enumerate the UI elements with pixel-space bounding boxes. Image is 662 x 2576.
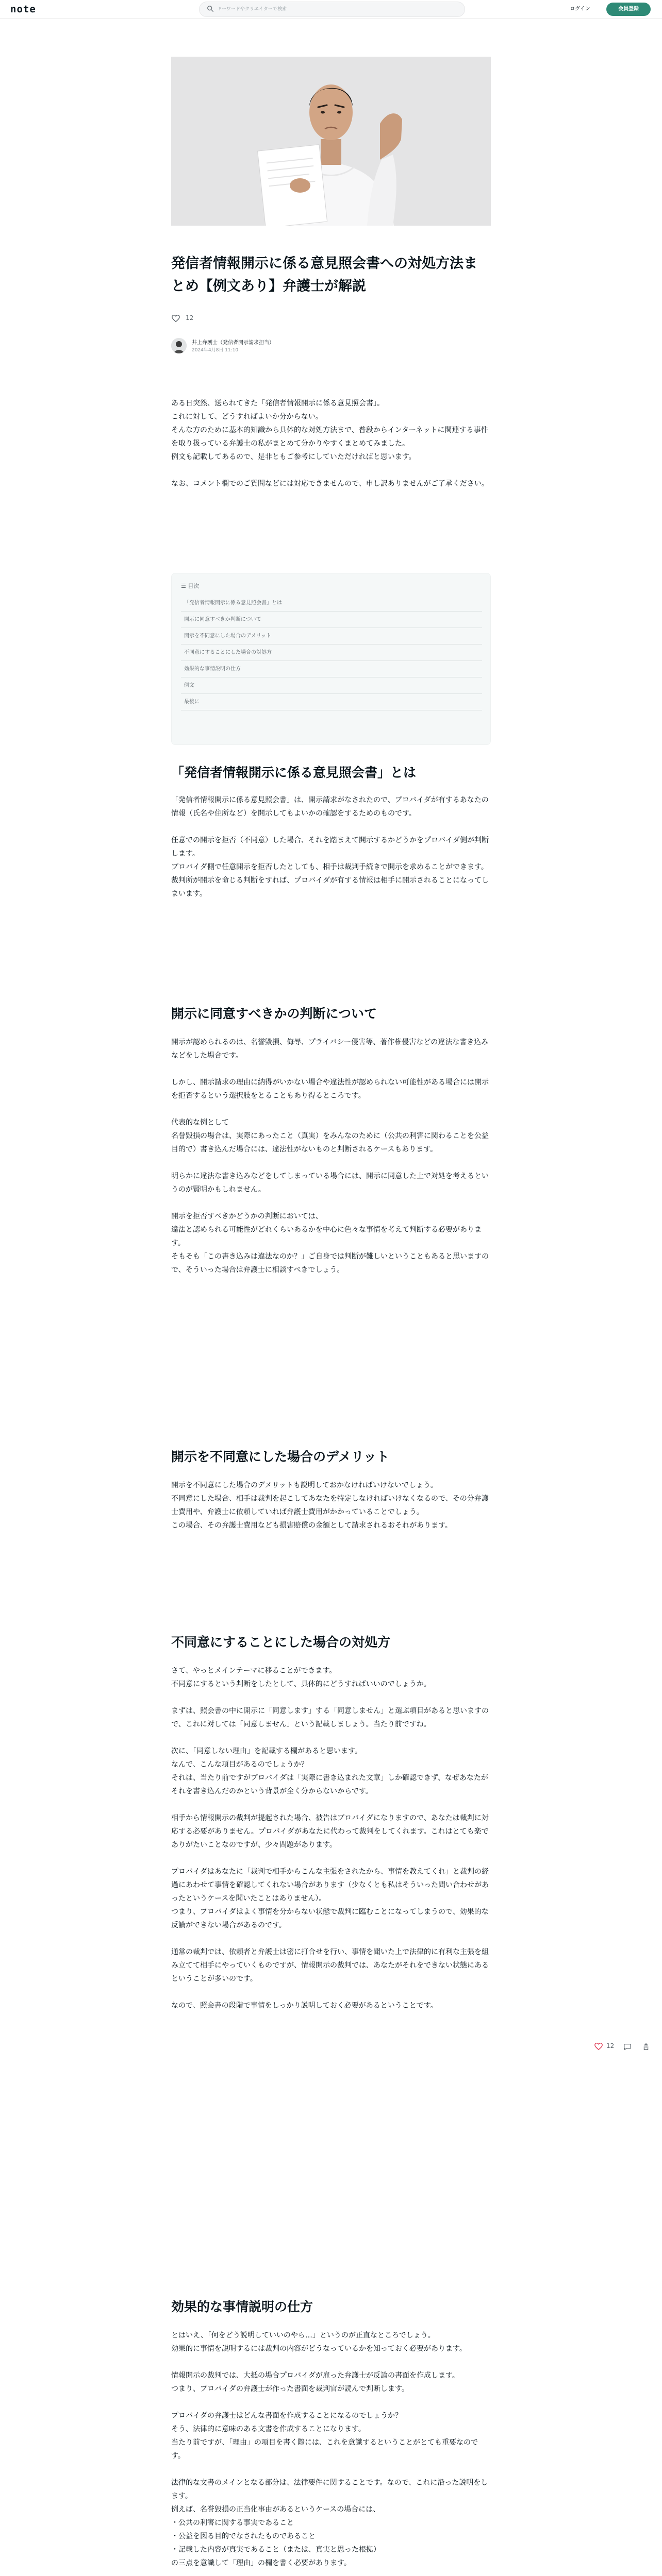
list-item: ・公共の利害に関する事実であること <box>171 2519 294 2527</box>
intro-paragraph: これに対して、どうすればよいか分からない。 <box>171 413 323 421</box>
search-input[interactable] <box>217 2 459 16</box>
toc-item[interactable]: 例文 <box>181 677 482 694</box>
toc-list-icon: ☰ <box>181 583 188 589</box>
toc-item[interactable]: 「発信者情報開示に係る意見照会書」とは <box>181 595 482 612</box>
toc-item[interactable]: 不同意にすることにした場合の対処方 <box>181 645 482 661</box>
intro-block <box>171 397 491 490</box>
heart-icon[interactable] <box>171 314 180 323</box>
search-box[interactable] <box>199 2 465 17</box>
section-body <box>171 1036 491 1277</box>
section-heading: 「発信者情報開示に係る意見照会書」とは <box>171 765 417 780</box>
toc-item[interactable]: 効果的な事情説明の仕方 <box>181 661 482 677</box>
section-heading: 開示を不同意にした場合のデメリット <box>171 1449 390 1464</box>
paragraph: しかし、開示請求の理由に納得がいかない場合や違法性が認められない可能性がある場合には開示を拒否するという選択肢をとることもあり得るところです。 <box>171 1078 489 1100</box>
paragraph: まずは、照会書の中に開示に「同意します」する「同意しません」と選ぶ項目があると思いますので、これに対しては「同意しません」という記載しましょう。当たり前ですね。 <box>171 1707 489 1728</box>
paragraph: そもそも「この書き込みは違法なのか？」ご自身では判断が難しいということもあると思いますので、そういった場合は弁護士に相談すべきでしょう。 <box>171 1252 489 1274</box>
section-heading: 不同意にすることにした場合の対処方 <box>171 1635 391 1650</box>
intro-paragraph: なお、コメント欄でのご質問などには対応できませんので、申し訳ありませんがご了承ください。 <box>171 480 489 488</box>
paragraph: さて、やっとメインテーマに移ることができます。 <box>171 1667 337 1675</box>
paragraph: 相手から情報開示の裁判が提起された場合、被告はプロバイダになりますので、あなたは裁判に対応する必要がありません。プロバイダがあなたに代わって裁判をしてくれます。これはとても楽でありがたいことなのですが、少々問題があります。 <box>171 1814 489 1849</box>
paragraph: の三点を意識して「理由」の欄を書く必要があります。 <box>171 2559 351 2567</box>
section-heading: 開示に同意すべきかの判断について <box>171 1006 377 1021</box>
paragraph: 「発信者情報開示に係る意見照会書」は、開示請求がなされたので、プロバイダが有するあなたの情報（氏名や住所など）を開示してもよいかの確認をするためのものです。 <box>171 796 489 818</box>
paragraph: そう、法律的に意味のある文書を作成することになります。 <box>171 2425 366 2433</box>
site-header <box>0 0 662 19</box>
intro-paragraph: そんな方のために基本的知識から具体的な対処方法まで、普段からインターネットに関連する事件を取り扱っている弁護士の私がまとめて分かりやすくまとめてみました。 <box>171 426 488 448</box>
paragraph: とはいえ、「何をどう説明していいのやら…」というのが正直なところでしょう。 <box>171 2331 435 2340</box>
section-heading: 効果的な事情説明の仕方 <box>171 2299 313 2314</box>
list-item: ・記載した内容が真実であること（または、真実と思った根拠） <box>171 2546 380 2554</box>
paragraph: なので、照会書の段階で事情をしっかり説明しておく必要があるということです。 <box>171 2002 438 2010</box>
paragraph: 不同意にした場合、相手は裁判を起こしてあなたを特定しなければいけなくなるので、その分弁護士費用や、弁護士に依頼していれば弁護士費用がかかっていることでしょう。 <box>171 1495 489 1516</box>
paragraph: 不同意にするという判断をしたとして、具体的にどうすればいいのでしょうか。 <box>171 1680 431 1688</box>
section-body <box>171 2329 491 2576</box>
paragraph: 次に、「同意しない理由」を記載する欄があると思います。 <box>171 1747 362 1755</box>
paragraph: つまり、プロバイダはよく事情を分からない状態で裁判に臨むことになってしまうので、効果的な反論ができない場合があるのです。 <box>171 1908 489 1929</box>
paragraph: プロバイダ側で任意開示を拒否したとしても、相手は裁判手続きで開示を求めることができます。 <box>171 863 488 871</box>
signup-button[interactable]: 会員登録 <box>606 3 651 16</box>
hero-illustration <box>171 57 491 226</box>
toc-heading[interactable]: ☰ 目次 <box>181 583 200 589</box>
login-button[interactable]: ログイン <box>570 6 590 12</box>
paragraph: なんで、こんな項目があるのでしょうか？ <box>171 1760 308 1769</box>
list-item: ・公益を図る目的でなされたものであること <box>171 2532 316 2540</box>
article-title: 発信者情報開示に係る意見照会書への対処方法まとめ【例文あり】弁護士が解説 <box>171 256 477 294</box>
table-of-contents <box>171 573 491 745</box>
post-date: 2024年4月8日 11:10 <box>192 348 239 353</box>
like-count: 12 <box>186 314 194 321</box>
paragraph: 例えば、名誉毀損の正当化事由があるというケースの場合には、 <box>171 2505 380 2514</box>
paragraph: 当たり前ですが、「理由」の項目を書く際には、これを意識するということがとても重要なのです。 <box>171 2438 478 2460</box>
note-logo[interactable]: note <box>10 4 36 15</box>
like-row <box>171 312 274 325</box>
comment-icon[interactable] <box>623 2042 632 2052</box>
paragraph: プロバイダはあなたに「裁判で相手からこんな主張をされたから、事情を教えてくれ」と裁判の経過にあわせて事情を確認してくれない場合があります（少なくとも私はそういった問い合わせがあったというケースを聞いたことはありません）。 <box>171 1868 489 1903</box>
paragraph: それは、当たり前ですがプロバイダは「実際に書き込まれた文章」しか確認できず、なぜあなたがそれを書き込んだのかという背景が全く分からないからです。 <box>171 1774 488 1795</box>
section-body <box>171 1479 491 1532</box>
paragraph: 任意での開示を拒否（不同意）した場合、それを踏まえて開示するかどうかをプロバイダ側が判断します。 <box>171 836 489 858</box>
section-body <box>171 793 491 901</box>
hero-image <box>171 57 491 226</box>
author-avatar[interactable] <box>171 338 187 353</box>
toc-item[interactable]: 開示を不同意にした場合のデメリット <box>181 628 482 645</box>
search-icon <box>207 5 214 12</box>
paragraph: 代表的な例として <box>171 1118 229 1127</box>
paragraph: 法律的な文書のメインとなる部分は、法律要件に関することです。なので、これに沿った説明をします。 <box>171 2479 488 2500</box>
paragraph: 通常の裁判では、依頼者と弁護士は密に打合せを行い、事情を聞いた上で法律的に有利な主張を組み立てて相手にやっていくものですが、情報開示の裁判では、あなたがそれをできない状態にあるということが多いのです。 <box>171 1948 489 1983</box>
paragraph: 開示が認められるのは、名誉毀損、侮辱、プライバシー侵害等、著作権侵害などの違法な書き込みなどをした場合です。 <box>171 1038 489 1060</box>
toc-item[interactable]: 開示に同意すべきか判断について <box>181 612 482 628</box>
paragraph: 情報開示の裁判では、大抵の場合プロバイダが雇った弁護士が反論の書面を作成します。 <box>171 2371 459 2380</box>
paragraph: つまり、プロバイダの弁護士が作った書面を裁判官が読んで判断します。 <box>171 2385 409 2393</box>
intro-paragraph: 例文も記載してあるので、是非ともご参考にしていただければと思います。 <box>171 453 416 461</box>
share-icon[interactable] <box>641 2042 651 2052</box>
toc-item[interactable]: 最後に <box>181 694 482 710</box>
floating-like-count: 12 <box>606 2042 615 2049</box>
heart-icon[interactable] <box>594 2042 603 2051</box>
paragraph: 違法と認められる可能性がどれくらいあるかを中心に色々な事情を考えて判断する必要があります。 <box>171 1226 482 1247</box>
paragraph: 効果的に事情を説明するには裁判の内容がどうなっているかを知っておく必要があります。 <box>171 2345 467 2353</box>
paragraph: 開示を拒否すべきかどうかの判断においては、 <box>171 1212 323 1221</box>
author-info[interactable] <box>171 336 491 357</box>
section-body <box>171 1664 491 2012</box>
intro-paragraph: ある日突然、送られてきた「発信者情報開示に係る意見照会書」。 <box>171 399 384 408</box>
paragraph: 明らかに違法な書き込みなどをしてしまっている場合には、開示に同意した上で対処を考えるというのが賢明かもしれません。 <box>171 1172 489 1194</box>
paragraph: この場合、その弁護士費用なども損害賠償の金額として請求されるおそれがあります。 <box>171 1521 452 1530</box>
paragraph: プロバイダの弁護士はどんな書面を作成することになるのでしょうか？ <box>171 2412 402 2420</box>
paragraph: 開示を不同意にした場合のデメリットも説明しておかなければいけないでしょう。 <box>171 1481 438 1489</box>
floating-reaction-bar <box>594 2040 656 2054</box>
avatar-icon <box>171 338 187 353</box>
paragraph: 裁判所が開示を命じる判断をすれば、プロバイダが有する情報は相手に開示されることになってしまいます。 <box>171 876 489 898</box>
author-name[interactable]: 井上弁護士（発信者開示請求担当） <box>192 340 274 346</box>
paragraph: 名誉毀損の場合は、実際にあったこと（真実）をみんなのために（公共の利害に関わることを公益目的で）書き込んだ場合には、違法性がないものと判断されるケースもあります。 <box>171 1132 489 1154</box>
toc-list <box>181 595 482 710</box>
